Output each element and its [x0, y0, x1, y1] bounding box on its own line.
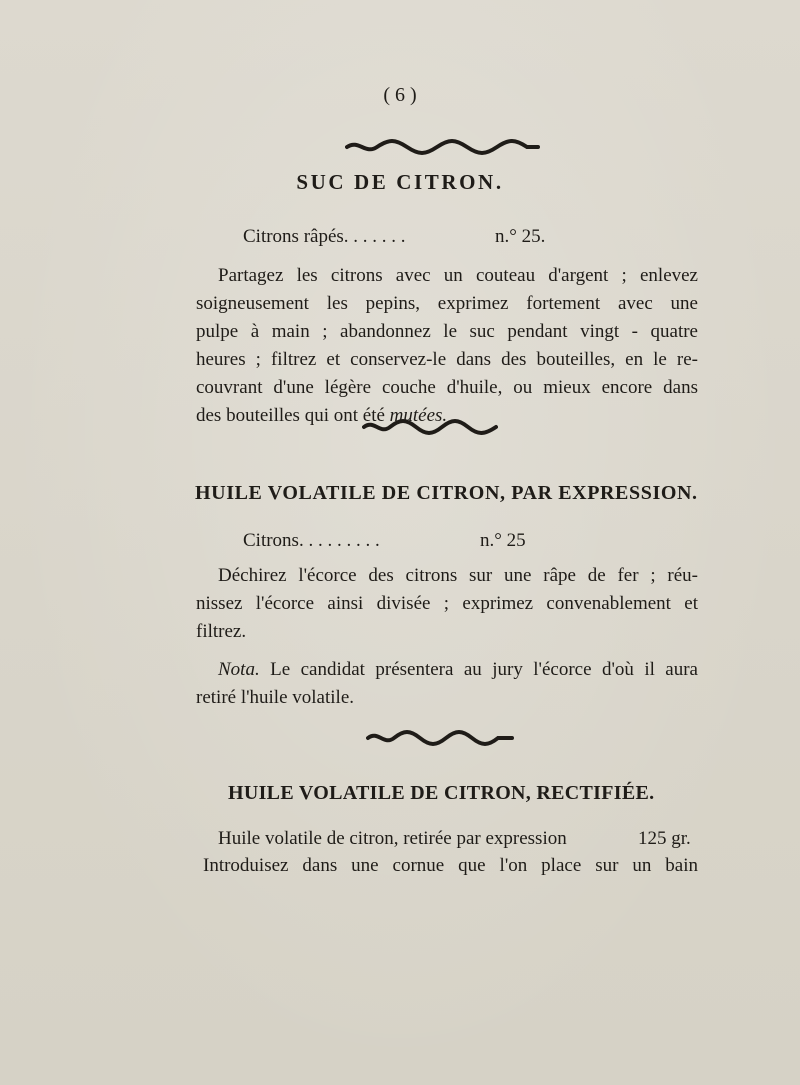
text-line: couvrant d'une légère couche d'huile, ou mieux encore dans — [196, 377, 698, 398]
ornament-divider-1 — [345, 138, 540, 156]
ingredient-name: Huile volatile de citron, retirée par expression — [218, 828, 567, 849]
nota-label: Nota. — [218, 659, 260, 680]
ingredient-name: Citrons. . . . . . . . . — [243, 530, 380, 551]
ornament-divider-2 — [362, 418, 498, 436]
text-line: nissez l'écorce ainsi divisée ; exprimez convenablement et — [196, 593, 698, 614]
ingredient-quantity: n.° 25 — [480, 530, 526, 551]
nota-line — [218, 660, 698, 679]
ornament-divider-3 — [366, 729, 514, 747]
section-title-huile-volatile-expression: HUILE VOLATILE DE CITRON, PAR EXPRESSION. — [195, 482, 698, 504]
ingredient-name: Citrons râpés. . . . . . . — [243, 226, 406, 247]
ingredient-line — [243, 226, 563, 248]
italic-word: mutées. — [389, 405, 448, 426]
text-line: soigneusement les pepins, exprimez fortement avec une — [196, 293, 698, 314]
text-line: Déchirez l'écorce des citrons sur une râpe de fer ; réu- — [218, 565, 698, 586]
text-line: pulpe à main ; abandonnez le suc pendant vingt - quatre — [196, 321, 698, 342]
ingredient-quantity: n.° 25. — [495, 226, 546, 247]
nota-text: Le candidat présentera au jury l'écorce d'où il aura — [259, 659, 698, 680]
text-fragment: des bouteilles qui ont été — [196, 405, 390, 426]
section-title-suc-de-citron: SUC DE CITRON. — [296, 170, 504, 194]
nota-line-last: retiré l'huile volatile. — [196, 687, 355, 708]
ingredient-quantity: 125 gr. — [638, 828, 691, 849]
ingredient-line — [243, 530, 563, 552]
ingredient-line — [218, 828, 698, 850]
text-line: heures ; filtrez et conservez-le dans des bouteilles, en le re- — [196, 349, 698, 370]
text-line: Introduisez dans une cornue que l'on place sur un bain — [203, 855, 698, 876]
text-line: Partagez les citrons avec un couteau d'argent ; enlevez — [218, 265, 698, 286]
section-title-huile-volatile-rectifiee: HUILE VOLATILE DE CITRON, RECTIFIÉE. — [228, 782, 655, 804]
page-number: ( 6 ) — [383, 84, 417, 106]
text-line-last: filtrez. — [196, 621, 247, 642]
